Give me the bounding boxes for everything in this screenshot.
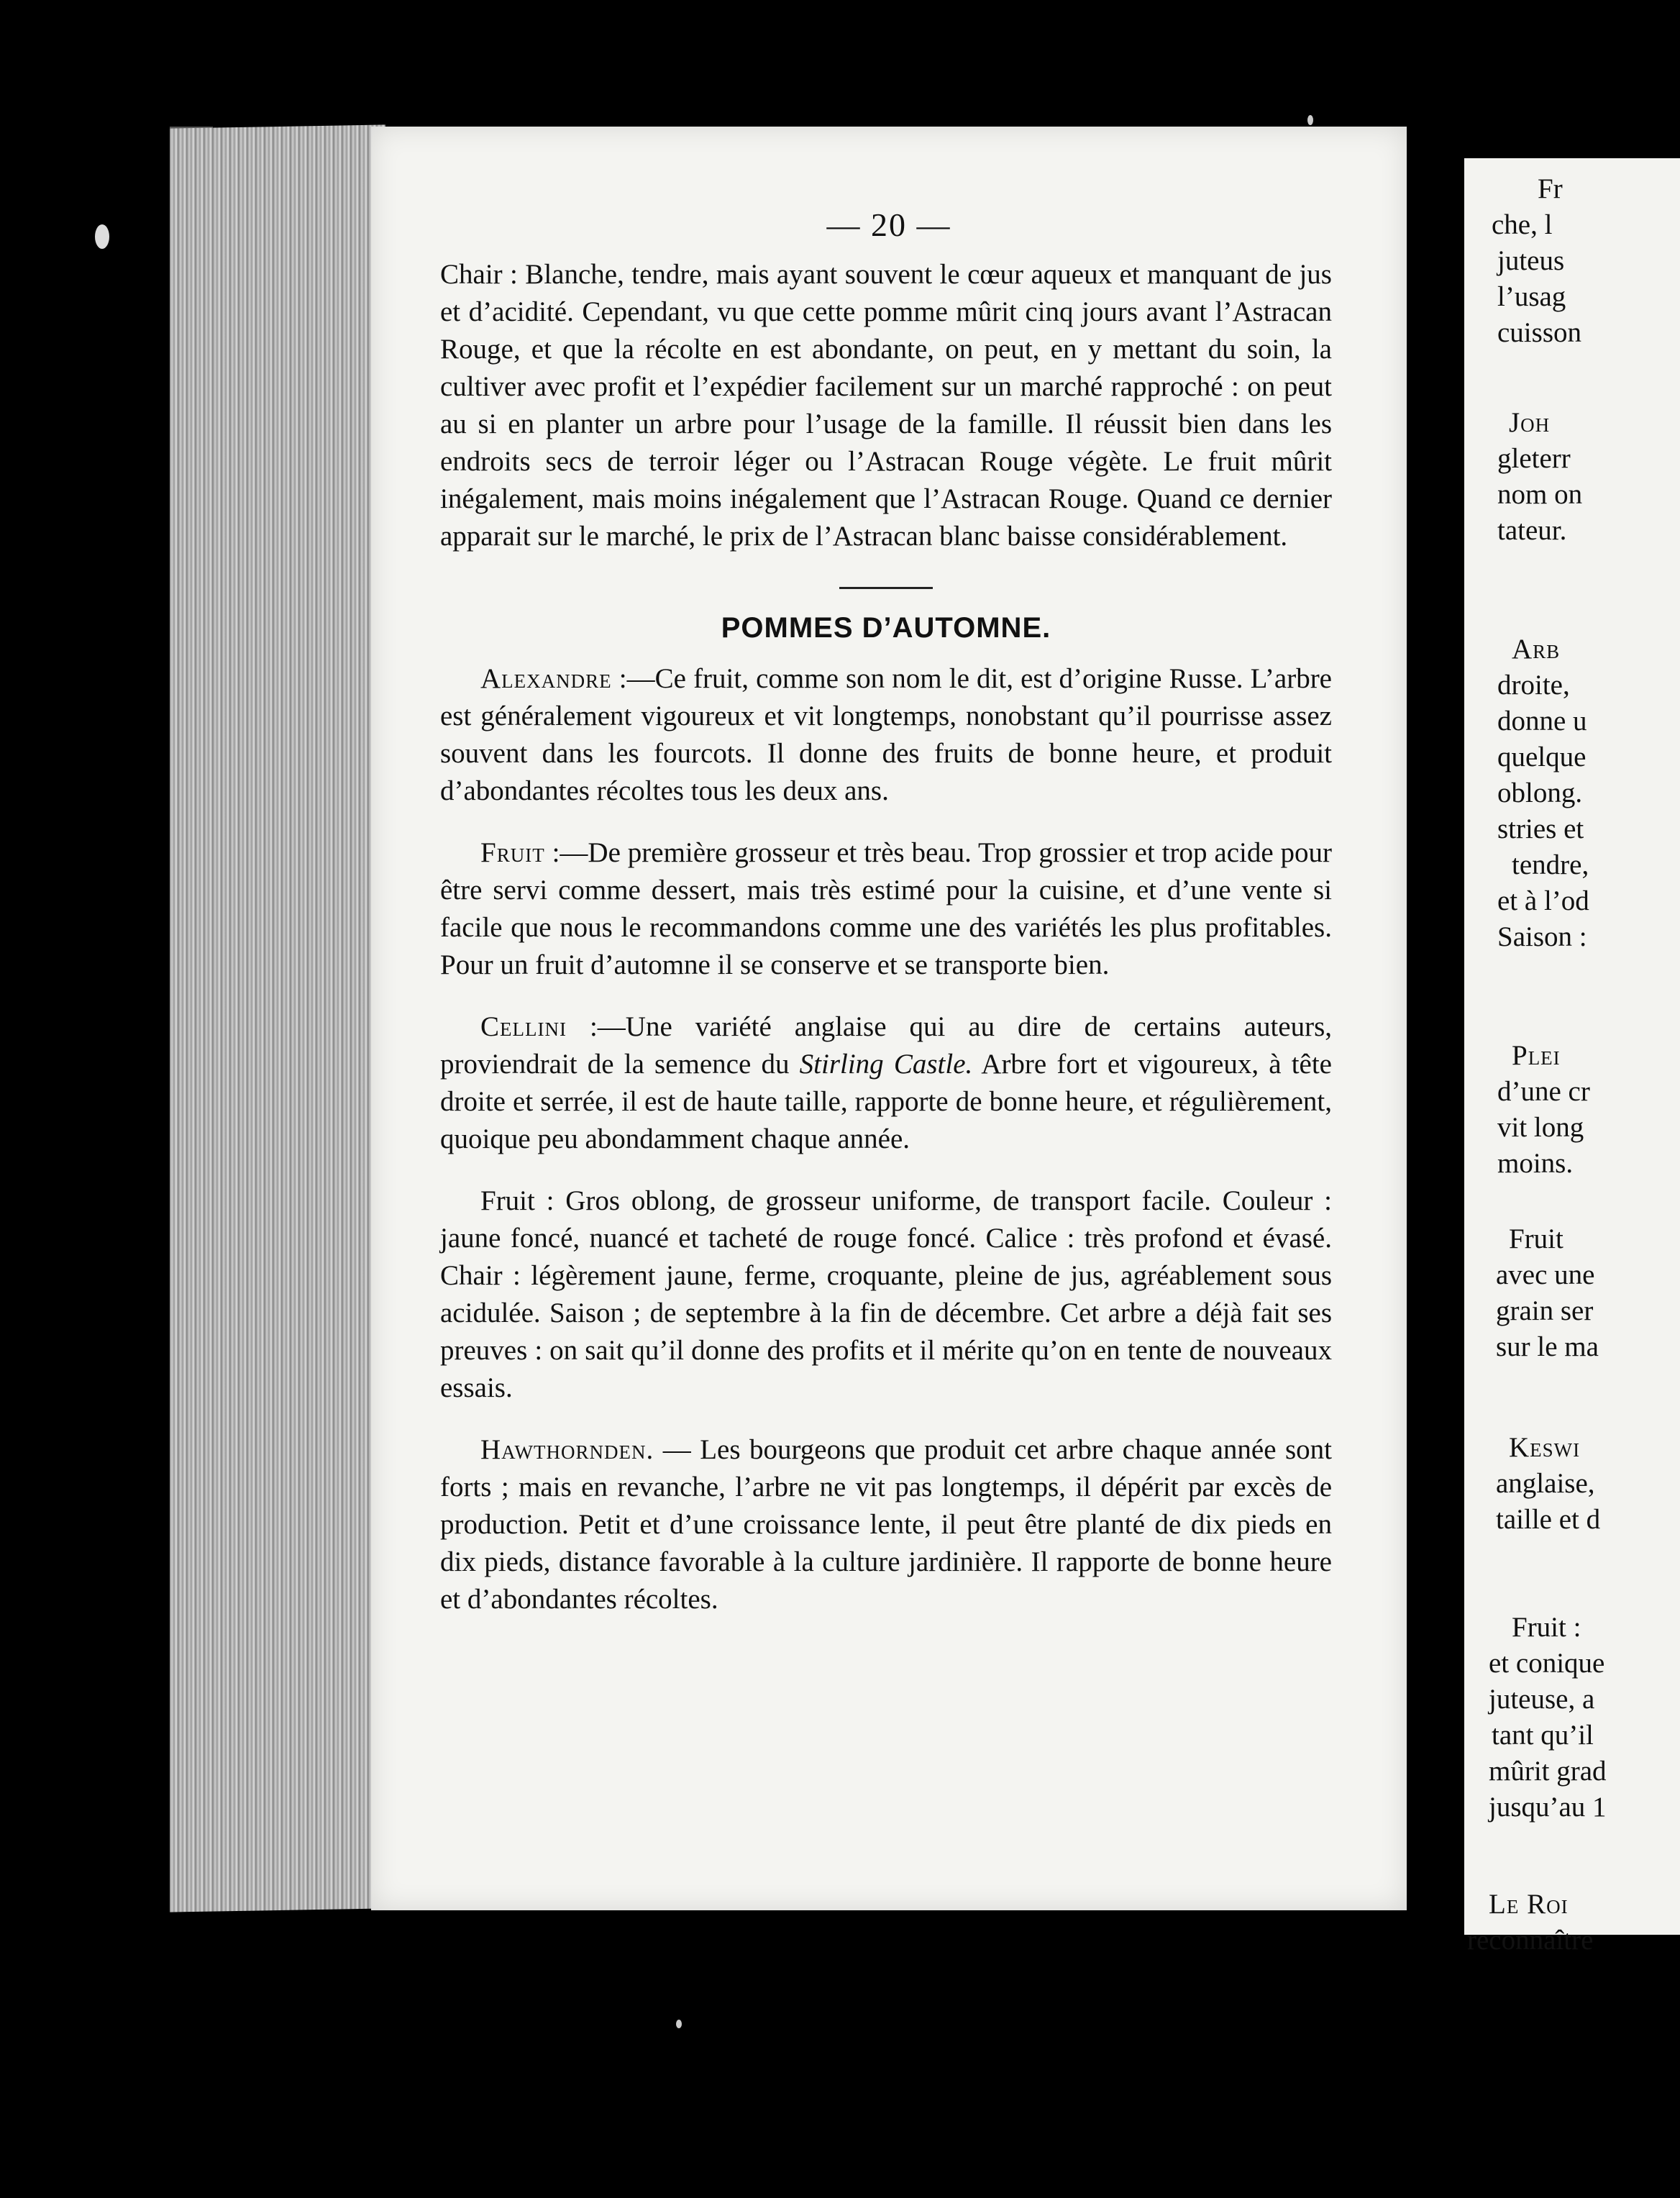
right-page-fragment: droite, [1497, 670, 1570, 701]
right-page-fragment: sur le ma [1496, 1331, 1599, 1362]
right-page-fragment: gleterr [1497, 443, 1571, 474]
right-page-fragment: Fruit : [1512, 1612, 1581, 1643]
section-divider [839, 587, 933, 589]
right-page-fragment: che, l [1492, 209, 1553, 240]
right-page-fragment: quelque [1497, 742, 1587, 772]
entry-text: :—Ce fruit, comme son nom le dit, est d’origine Russe. L’arbre est généralement vigoureux et vit longtemps, nonobstant qu’il pourrisse assez souvent dans les fourcots. Il donne des fruits de bonne heure, et produit d’abondantes récoltes tous les deux ans. [440, 663, 1332, 806]
entry-text: — Les bourgeons que produit cet arbre chaque année sont forts ; mais en revanche, l’arbre ne vit pas longtemps, il dépérit par excès de production. Petit et d’une croissance lente, il peut être planté de dix pieds en dix pieds, distance favorable à la culture jardinière. Il rapporte de bonne heure et d’abondantes récoltes. [440, 1434, 1332, 1615]
entry-text: :—De première grosseur et très beau. Trop grossier et trop acide pour être servi comme dessert, mais très estimé pour la cuisine, et d’une vente si facile que nous le recommandons comme une des variétés les plus profitables. Pour un fruit d’automne il se conserve et se transporte bien. [440, 837, 1333, 980]
entry-cellini [440, 1008, 1332, 1158]
right-page-fragment: et conique [1489, 1648, 1605, 1679]
right-page-fragment: mûrit grad [1489, 1756, 1607, 1787]
entry-label: Hawthornden. [480, 1434, 654, 1465]
entry-alexandre [440, 660, 1332, 810]
entry-label: Alexandre [480, 663, 612, 694]
right-page-fragment: l’usag [1497, 281, 1566, 312]
page-body [440, 256, 1332, 1618]
right-page-fragment: Saison : [1497, 921, 1587, 952]
right-page-fragment: vit long [1497, 1112, 1584, 1143]
right-page-fragment: donne u [1497, 706, 1587, 737]
entry-label: Fruit [480, 837, 545, 868]
right-page-fragment: Fr [1538, 173, 1563, 204]
right-page-fragment: Plei [1512, 1040, 1561, 1071]
right-page-fragment: grain ser [1496, 1295, 1594, 1326]
right-page-fragment: et à l’od [1497, 885, 1589, 916]
right-page-fragment: taille et d [1496, 1504, 1601, 1535]
right-page-fragment: anglaise, [1496, 1468, 1595, 1499]
book-page-edges [170, 124, 385, 1912]
entry-italic-text: Stirling Castle. [799, 1049, 973, 1080]
entry-text: :—Une variété anglaise qui au dire de certains auteurs, proviendrait de la semence du [440, 1011, 1333, 1080]
right-page-fragment: Fruit [1509, 1223, 1563, 1254]
right-page-fragment: Joh [1509, 407, 1551, 438]
right-page-fragment: juteuse, a [1489, 1684, 1595, 1715]
right-page-fragment: tateur. [1497, 515, 1567, 546]
entry-hawthornden [440, 1431, 1332, 1618]
entry-fruit-2 [440, 1182, 1332, 1407]
right-page-fragment: tant qu’il [1492, 1720, 1594, 1751]
scan-speck [95, 224, 109, 249]
entry-fruit-1 [440, 834, 1332, 984]
right-page-fragment: stries et [1497, 813, 1584, 844]
section-heading: POMMES D’AUTOMNE. [721, 612, 1051, 644]
right-page-fragment: reconnaître [1467, 1925, 1594, 1956]
entry-label: Cellini [480, 1011, 567, 1042]
right-page-fragment: Le Roi [1489, 1889, 1569, 1920]
scan-speck [676, 2020, 682, 2028]
paragraph-text: Chair : Blanche, tendre, mais ayant souvent le cœur aqueux et manquant de jus et d’acidité. Cependant, vu que cette pomme mûrit cinq jours avant l’Astracan Rouge, et que la récolte en est abondante, on peut, en y mettant du soin, la cultiver avec profit et l’expédier facilement sur un marché rapproché : on peut au si en planter un arbre pour l’usage de la famille. Il réussit bien dans les endroits secs de terroir léger ou l’Astracan Rouge végète. Le fruit mûrit inégalement, mais moins inégalement que l’Astracan Rouge. Quand ce dernier apparait sur le marché, le prix de l’Astracan blanc baisse considérablement. [440, 259, 1332, 552]
right-page-fragment: Arb [1512, 634, 1561, 665]
entry-text: Fruit : Gros oblong, de grosseur uniforme, de transport facile. Couleur : jaune foncé, nuancé et tacheté de rouge foncé. Calice : très profond et évasé. Chair : légèrement jaune, ferme, croquante, pleine de jus, agréablement sous acidulée. Saison ; de septembre à la fin de décembre. Cet arbre a déjà fait ses preuves : on sait qu’il donne des profits et il mérite qu’on en tente de nouveaux essais. [440, 1185, 1332, 1403]
right-page-fragment: moins. [1497, 1148, 1574, 1179]
left-page [371, 127, 1407, 1910]
right-page-partial [1464, 158, 1680, 1956]
right-page-fragment: Keswi [1509, 1432, 1581, 1463]
right-page-fragment: oblong. [1497, 777, 1583, 808]
right-page-fragment: juteus [1497, 245, 1565, 276]
entry-text: Arbre fort et vigoureux, à tête droite et serrée, il est de haute taille, rapporte de bonne heure, et régulièrement, quoique peu abondamment chaque année. [440, 1049, 1332, 1154]
right-page-fragment: tendre, [1512, 849, 1589, 880]
book-gutter [1407, 127, 1464, 1910]
right-page-fragment: nom on [1497, 479, 1583, 510]
right-page-fragment: jusqu’au 1 [1489, 1792, 1607, 1823]
page-number: — 20 — [826, 206, 951, 243]
scan-speck [1307, 115, 1313, 125]
paragraph-chair [440, 256, 1332, 555]
right-page-fragment: avec une [1496, 1259, 1595, 1290]
right-page-fragment: d’une cr [1497, 1076, 1590, 1107]
right-page-fragment: cuisson [1497, 317, 1581, 348]
